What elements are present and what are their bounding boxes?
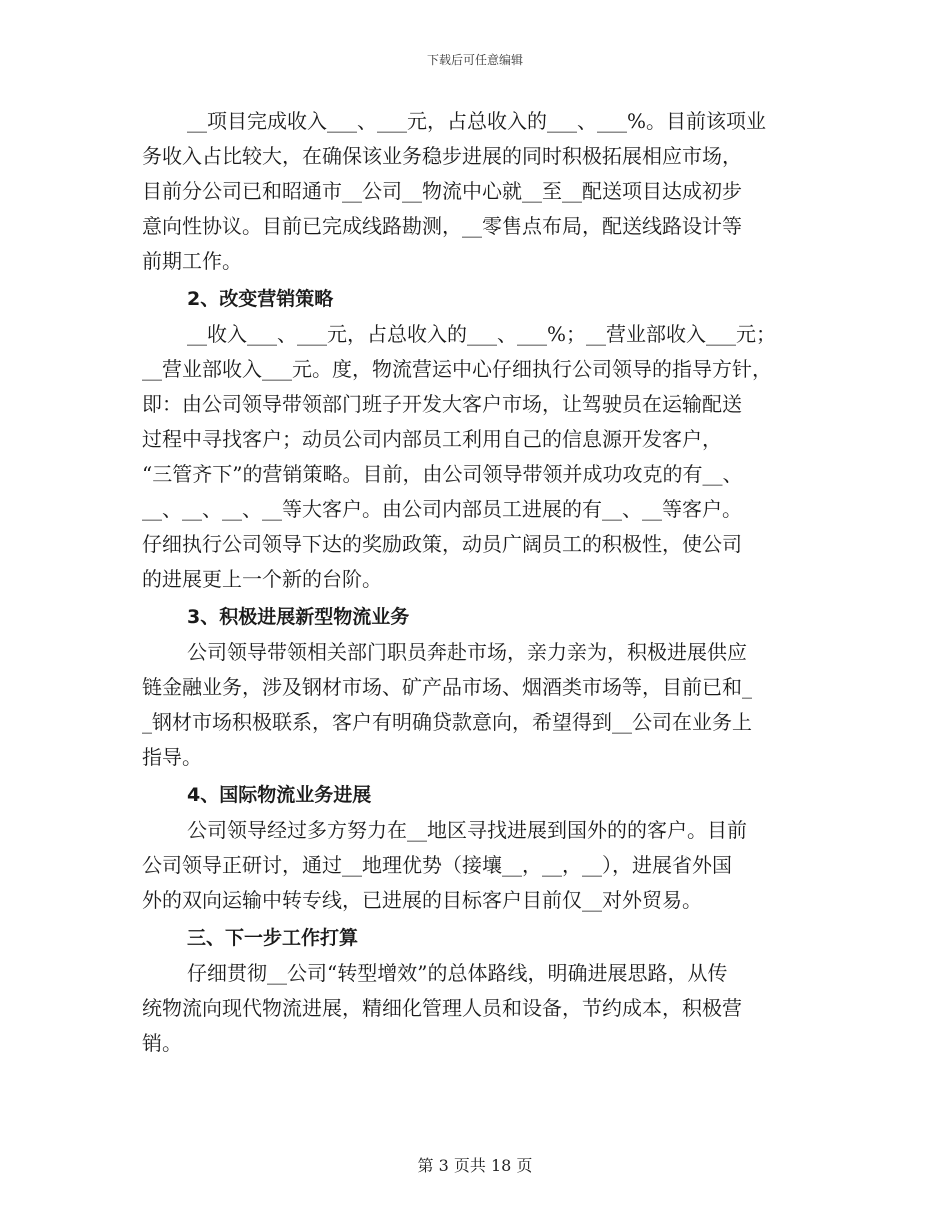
page-header-note: 下载后可任意编辑 [426, 53, 523, 67]
text-line: _钢材市场积极联系，客户有明确贷款意向，希望得到__公司在业务上 [142, 710, 752, 734]
text-line: 指导。 [142, 745, 202, 769]
section-heading: 三、下一步工作打算 [187, 927, 359, 949]
section-heading: 3、积极进展新型物流业务 [187, 606, 410, 628]
text-line: __、__、__、__等大客户。由公司内部员工进展的有__、__等客户。 [142, 497, 742, 521]
text-line: 过程中寻找客户；动员公司内部员工利用自己的信息源开发客户， [142, 427, 722, 451]
text-line: 公司领导正研讨，通过__地理优势（接壤__，__，__），进展省外国 [142, 853, 732, 877]
text-line: 公司领导带领相关部门职员奔赴市场，亲力亲为，积极进展供应 [187, 640, 747, 664]
text-line: 仔细执行公司领导下达的奖励政策，动员广阔员工的积极性，使公司 [142, 532, 742, 556]
document-body [142, 104, 817, 1061]
text-line: __收入___、___元，占总收入的___、___%；__营业部收入___元； [187, 322, 777, 346]
text-line: 仔细贯彻__公司“转型增效”的总体路线，明确进展思路，从传 [187, 961, 728, 985]
text-line: 销。 [142, 1031, 182, 1055]
text-line: 目前分公司已和昭通市__公司__物流中心就__至__配送项目达成初步 [142, 179, 742, 203]
text-line: “三管齐下”的营销策略。目前，由公司领导带领并成功攻克的有__、 [142, 462, 743, 486]
text-line: 链金融业务，涉及钢材市场、矿产品市场、烟酒类市场等，目前已和_ [142, 675, 752, 699]
text-line: 意向性协议。目前已完成线路勘测，__零售点布局，配送线路设计等 [142, 214, 742, 238]
text-line: 的进展更上一个新的台阶。 [142, 567, 382, 591]
text-line: 公司领导经过多方努力在__地区寻找进展到国外的的客户。目前 [187, 818, 747, 842]
page-number: 第 3 页共 18 页 [417, 1156, 533, 1175]
text-line: 统物流向现代物流进展，精细化管理人员和设备，节约成本，积极营 [142, 996, 742, 1020]
text-line: __项目完成收入___、___元，占总收入的___、___%。目前该项业 [187, 109, 767, 133]
text-line: __营业部收入___元。度，物流营运中心仔细执行公司领导的指导方针， [142, 357, 772, 381]
text-line: 即：由公司领导带领部门班子开发大客户市场，让驾驶员在运输配送 [142, 392, 742, 416]
section-heading: 2、改变营销策略 [187, 288, 334, 310]
text-line: 务收入占比较大，在确保该业务稳步进展的同时积极拓展相应市场， [142, 144, 742, 168]
text-line: 外的双向运输中转专线，已进展的目标客户目前仅__对外贸易。 [142, 888, 702, 912]
text-line: 前期工作。 [142, 249, 242, 273]
section-heading: 4、国际物流业务进展 [187, 784, 372, 806]
